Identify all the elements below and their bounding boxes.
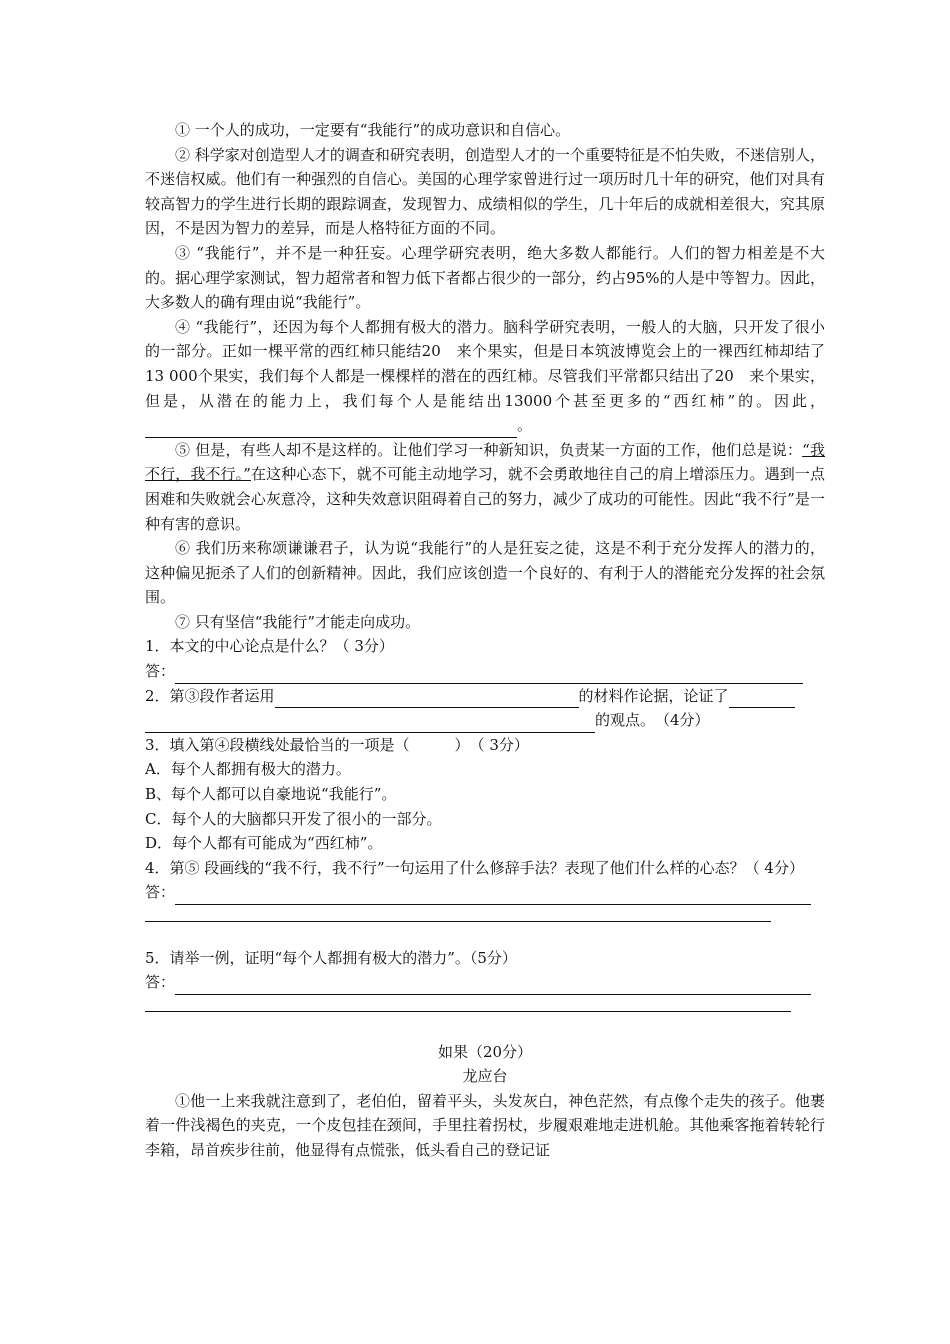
paragraph-5-text-a: ⑤ 但是，有些人却不是这样的。让他们学习一种新知识，负责某一方面的工作，他们总是说： [175, 440, 803, 459]
question-2-blank-3[interactable] [145, 716, 595, 733]
paragraph-4-text: ④ “我能行”，还因为每个人都拥有极大的潜力。脑科学研究表明，一般人的大脑，只开发了很小的一部分。正如一棵平常的西红柿只能结20 来个果实，但是日本筑波博览会上的一裸西红柿却结了13 000个果实，我们每个人都是一棵棵样的潜在的西红柿。尽管我们平常都只结出了20 来个果实，但是，从潜在的能力上，我们每个人是能结出13000个甚至更多的“西红柿”的。因此， [145, 317, 825, 410]
spacer [145, 922, 825, 946]
answer-label: 答： [145, 973, 176, 992]
paragraph-5 [145, 438, 825, 536]
passage-author: 龙应台 [462, 1067, 508, 1086]
question-1-answer [145, 659, 825, 684]
question-3-option-d: D．每个人都有可能成为“西红柿”。 [145, 834, 383, 853]
answer-line[interactable] [175, 978, 811, 995]
paragraph-1: ① 一个人的成功，一定要有“我能行”的成功意识和自信心。 [175, 121, 571, 139]
answer-label: 答： [145, 662, 176, 681]
question-2-text-a: 2．第③段作者运用 [145, 686, 275, 705]
document-page [145, 118, 825, 1163]
question-2-text-c: 的观点。 （4分） [595, 711, 710, 730]
question-2-text-b: 的材料作论据，论证了 [578, 686, 729, 705]
passage-title: 如果（20分） [437, 1042, 533, 1061]
answer-line[interactable] [175, 667, 803, 684]
paragraph-4 [145, 315, 825, 438]
question-2-cont [145, 708, 825, 733]
question-4: 4．第⑤ 段画线的“我不行，我不行”一句运用了什么修辞手法？表现了他们什么样的心态？（ 4分） [145, 858, 804, 877]
paragraph-5-text-b: 在这种心态下，就不可能主动地学习，就不会勇敢地往自己的肩上增添压力。遇到一点困难和失败就会心灰意冷，这种失效意识阻碍着自己的努力，减少了成功的可能性。因此“我不行”是一种有害的意识。 [145, 465, 825, 533]
question-3-option-c: C．每个人的大脑都只开发了很小的一部分。 [145, 809, 442, 828]
paragraph-7: ⑦ 只有坚信“我能行”才能走向成功。 [175, 612, 421, 631]
answer-line-2[interactable] [145, 995, 791, 1012]
answer-label: 答： [145, 883, 176, 902]
question-1: 1．本文的中心论点是什么？（ 3分） [145, 637, 394, 656]
paragraph-6: ⑥ 我们历来称颂谦谦君子，认为说“我能行”的人是狂妄之徒，这是不利于充分发挥人的潜力的，这种偏见扼杀了人们的创新精神。因此，我们应该创造一个良好的、有利于人的潜能充分发挥的社会氛围。 [145, 539, 825, 607]
passage-paragraph-1: ①他一上来我就注意到了，老伯伯，留着平头，头发灰白，神色茫然，有点像个走失的孩子。他裹着一件浅褐色的夹克，一个皮包挂在颈间，手里拄着拐杖，步履艰难地走进机舱。其他乘客拖着转轮行李箱，昂首疾步往前，他显得有点慌张，低头看自己的登记证 [145, 1091, 825, 1160]
question-3: 3．填入第④段横线处最恰当的一项是（ ） （ 3分） [145, 735, 529, 754]
paragraph-4-end: 。 [517, 416, 533, 435]
paragraph-5-underlined-quote: “我不行，我不行。” [145, 440, 826, 484]
answer-line[interactable] [175, 888, 811, 905]
question-3-option-a: A．每个人都拥有极大的潜力。 [145, 760, 351, 779]
paragraph-3: ③ “我能行”，并不是一种狂妄。心理学研究表明，绝大多数人都能行。人们的智力相差是不大的。据心理学家测试，智力超常者和智力低下者都占很少的一部分，约占95%的人是中等智力。因此，大多数人的确有理由说“我能行”。 [145, 243, 825, 312]
question-2 [145, 684, 825, 709]
question-2-blank-1[interactable] [275, 692, 579, 709]
question-3-option-b: B、每个人都可以自豪地说“我能行”。 [145, 785, 397, 804]
paragraph-2: ② 科学家对创造型人才的调查和研究表明，创造型人才的一个重要特征是不怕失败，不迷信别人，不迷信权威。他们有一种强烈的自信心。美国的心理学家曾进行过一项历时几十年的研究，他们对具有较高智力的学生进行长期的跟踪调查，发现智力、成绩相似的学生，几十年后的成就相差很大，究其原因，不是因为智力的差异，而是人格特征方面的不同。 [145, 145, 825, 238]
question-5: 5．请举一例，证明“每个人都拥有极大的潜力”。（5分） [145, 948, 517, 967]
paragraph-4-blank[interactable] [145, 421, 517, 438]
question-5-answer [145, 970, 825, 995]
spacer [145, 1012, 825, 1040]
question-2-blank-2[interactable] [729, 692, 795, 709]
question-4-answer [145, 880, 825, 905]
answer-line-2[interactable] [145, 905, 771, 922]
